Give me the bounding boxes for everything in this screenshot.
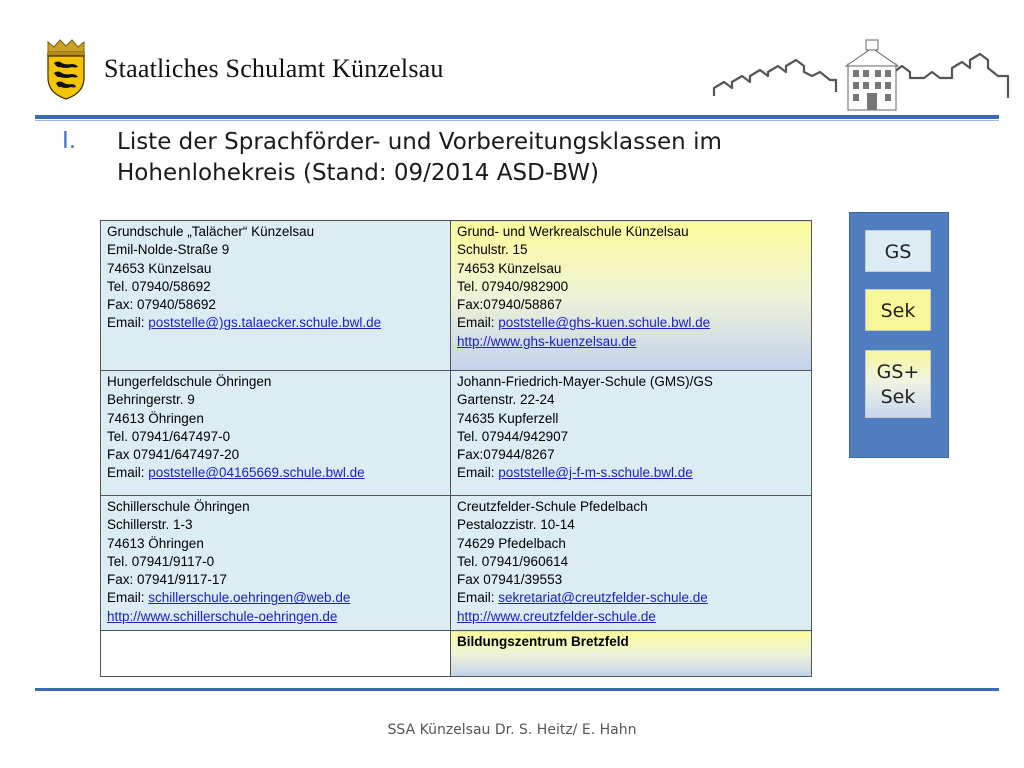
school-email-line xyxy=(107,314,444,332)
school-city: 74613 Öhringen xyxy=(107,535,204,551)
school-name: Creutzfelder-Schule Pfedelbach xyxy=(457,499,648,514)
town-skyline-icon xyxy=(712,36,1012,116)
email-label: Email: xyxy=(107,465,149,481)
schools-table xyxy=(100,220,812,677)
school-name: Johann-Friedrich-Mayer-Schule (GMS)/GS xyxy=(457,374,713,389)
school-cell xyxy=(451,496,812,631)
table-row xyxy=(101,631,812,677)
school-fax: Fax: 07941/9117-17 xyxy=(107,572,227,588)
school-city: 74653 Künzelsau xyxy=(457,260,562,276)
school-cell xyxy=(101,631,451,677)
org-title: Staatliches Schulamt Künzelsau xyxy=(104,54,444,83)
table-row xyxy=(101,371,812,496)
email-label: Email: xyxy=(457,465,499,481)
school-name: Bildungszentrum Bretzfeld xyxy=(457,634,629,650)
email-link[interactable]: sekretariat@creutzfelder-schule.de xyxy=(498,590,708,606)
school-name: Grund- und Werkrealschule Künzelsau xyxy=(457,224,689,239)
school-street: Emil-Nolde-Straße 9 xyxy=(107,242,230,258)
school-fax: Fax 07941/647497-20 xyxy=(107,447,240,463)
heading-number: I. xyxy=(62,128,77,154)
legend-key-gs-sek xyxy=(865,350,931,418)
email-label: Email: xyxy=(107,590,149,606)
school-cell xyxy=(101,221,451,371)
school-street: Pestalozzistr. 10-14 xyxy=(457,517,575,533)
table-row xyxy=(101,221,812,371)
email-label: Email: xyxy=(457,315,499,331)
school-fax: Fax:07944/8267 xyxy=(457,447,555,463)
header-rule-thin xyxy=(35,120,999,121)
school-cell xyxy=(101,371,451,496)
school-phone: Tel. 07941/9117-0 xyxy=(107,553,215,569)
school-email-line xyxy=(107,464,444,482)
header-rule xyxy=(35,115,999,119)
school-email-line xyxy=(457,464,805,482)
school-cell xyxy=(101,496,451,631)
school-city: 74629 Pfedelbach xyxy=(457,535,566,551)
website-link[interactable]: http://www.ghs-kuenzelsau.de xyxy=(457,333,637,349)
school-cell xyxy=(451,371,812,496)
email-label: Email: xyxy=(457,590,499,606)
table-row xyxy=(101,496,812,631)
school-phone: Tel. 07944/942907 xyxy=(457,428,569,444)
school-phone: Tel. 07941/647497-0 xyxy=(107,428,231,444)
school-fax: Fax 07941/39553 xyxy=(457,572,563,588)
coat-of-arms-icon xyxy=(42,38,90,100)
school-street: Schillerstr. 1-3 xyxy=(107,517,193,533)
website-link[interactable]: http://www.schillerschule-oehringen.de xyxy=(107,608,338,624)
legend-key-gs-sek-line-2: Sek xyxy=(880,386,916,408)
school-phone: Tel. 07940/58692 xyxy=(107,278,211,294)
email-link[interactable]: schillerschule.oehringen@web.de xyxy=(148,590,351,606)
school-name: Schillerschule Öhringen xyxy=(107,499,250,514)
school-phone: Tel. 07941/960614 xyxy=(457,553,569,569)
footer-rule xyxy=(35,688,999,691)
heading-line-2: Hohenlohekreis (Stand: 09/2014 ASD-BW) xyxy=(117,160,599,186)
school-street: Behringerstr. 9 xyxy=(107,392,195,408)
legend-key-gs: GS xyxy=(865,230,931,272)
legend-key-gs-sek-line-1: GS+ xyxy=(876,361,920,383)
email-link[interactable]: poststelle@j-f-m-s.schule.bwl.de xyxy=(498,465,693,481)
school-cell xyxy=(451,631,812,677)
email-link[interactable]: poststelle@ghs-kuen.schule.bwl.de xyxy=(498,315,711,331)
school-email-line xyxy=(107,589,444,607)
school-city: 74653 Künzelsau xyxy=(107,260,212,276)
school-phone: Tel. 07940/982900 xyxy=(457,278,569,294)
website-link[interactable]: http://www.creutzfelder-schule.de xyxy=(457,608,656,624)
school-fax: Fax:07940/58867 xyxy=(457,297,563,313)
school-street: Gartenstr. 22-24 xyxy=(457,392,555,408)
school-street: Schulstr. 15 xyxy=(457,242,528,258)
school-city: 74635 Kupferzell xyxy=(457,410,559,426)
email-link[interactable]: poststelle@)gs.talaecker.schule.bwl.de xyxy=(148,315,382,331)
legend-key-sek: Sek xyxy=(865,289,931,331)
school-city: 74613 Öhringen xyxy=(107,410,204,426)
slide-heading xyxy=(117,127,797,189)
school-name: Grundschule „Talächer“ Künzelsau xyxy=(107,224,315,239)
school-fax: Fax: 07940/58692 xyxy=(107,297,216,313)
email-link[interactable]: poststelle@04165669.schule.bwl.de xyxy=(148,465,365,481)
school-email-line xyxy=(457,314,805,332)
school-name: Hungerfeldschule Öhringen xyxy=(107,374,272,389)
school-cell xyxy=(451,221,812,371)
school-email-line xyxy=(457,589,805,607)
footer-text: SSA Künzelsau Dr. S. Heitz/ E. Hahn xyxy=(387,722,637,738)
email-label: Email: xyxy=(107,315,149,331)
heading-line-1: Liste der Sprachförder- und Vorbereitungsklassen im xyxy=(117,129,722,155)
